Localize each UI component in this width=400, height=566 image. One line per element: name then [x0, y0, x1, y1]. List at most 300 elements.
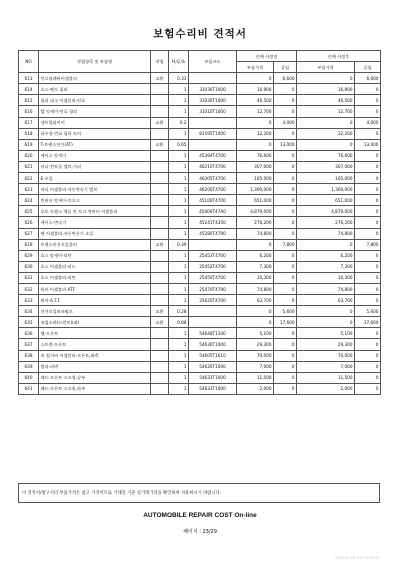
cell-code: [189, 317, 237, 328]
cell-code: 25470T4790: [189, 283, 237, 294]
table-row: [19, 150, 381, 161]
cell-part-price-after: 46,500: [297, 95, 355, 106]
cell-part-price-before: 0: [237, 306, 274, 317]
cell-part-price-before: 7,300: [237, 261, 274, 272]
cell-qty: 0.28: [169, 306, 189, 317]
cell-no: 636: [19, 328, 39, 339]
col-header-code: 부품코드: [189, 51, 237, 73]
cell-labor-before: 0: [274, 361, 297, 372]
cell-code: [189, 239, 237, 250]
cell-work: [151, 272, 169, 283]
cell-no: 617: [19, 117, 39, 128]
cell-work: [151, 217, 169, 228]
cell-no: 616: [19, 106, 39, 117]
table-row: [19, 317, 381, 328]
table-row: [19, 239, 381, 250]
cell-part-price-before: 2,000: [237, 383, 274, 394]
cell-item: 바디-컨트롤 밸브,이퍼: [39, 161, 151, 172]
cell-part-price-before: 63,700: [237, 295, 274, 306]
cell-qty: 1: [169, 106, 189, 117]
cell-qty: 1: [169, 173, 189, 184]
cell-item: 하우징-연료 필러 도어: [39, 128, 151, 139]
cell-work: [151, 195, 169, 206]
cell-qty: 1: [169, 350, 189, 361]
cell-labor-before: 13,000: [274, 139, 297, 150]
cell-part-price-after: 76,600: [297, 150, 355, 161]
table-row: [19, 139, 381, 150]
cell-qty: 1: [169, 250, 189, 261]
cell-item: 쇽업소바(프런트)(좌): [39, 317, 151, 328]
cell-part-price-before: 46,500: [237, 95, 274, 106]
cell-part-price-after: 32,200: [297, 128, 355, 139]
table-row: [19, 283, 381, 294]
cell-qty: 0.65: [169, 139, 189, 150]
cell-labor-after: 0: [355, 283, 381, 294]
cell-code: [189, 139, 237, 150]
cell-part-price-before: 0: [237, 117, 274, 128]
cell-no: 623: [19, 184, 39, 195]
cell-code: 45241T4350: [189, 217, 237, 228]
cell-code: 25452T4700: [189, 261, 237, 272]
cell-labor-before: 4,000: [274, 117, 297, 128]
estimate-table: [18, 50, 381, 395]
cell-qty: 0.39: [169, 239, 189, 250]
cell-no: 628: [19, 239, 39, 250]
cell-work: [151, 206, 169, 217]
cell-labor-before: 0: [274, 272, 297, 283]
cell-item: 오토 트랜스 액슬 및 토크 컨버터 어셈블리: [39, 206, 151, 217]
cell-item: 스트럿-프론트: [39, 339, 151, 350]
cell-qty: 1: [169, 283, 189, 294]
cell-code: 54626T1000: [189, 361, 237, 372]
col-header-part-price-after: 부품가격: [297, 62, 355, 73]
cell-labor-before: 0: [274, 372, 297, 383]
cell-part-price-after: 16,900: [297, 84, 355, 95]
cell-item: 호스 어셈블리-리턴: [39, 272, 151, 283]
cell-part-price-after: 6,200: [297, 250, 355, 261]
cell-labor-after: 0: [355, 84, 381, 95]
cell-labor-after: 13,000: [355, 139, 381, 150]
table-row: [19, 117, 381, 128]
cell-qty: 1: [169, 95, 189, 106]
cell-labor-after: 0: [355, 106, 381, 117]
cell-item: 미션오일보조펌프: [39, 306, 151, 317]
cell-part-price-before: 10,300: [237, 272, 274, 283]
cell-labor-after: 0: [355, 261, 381, 272]
cell-no: 620: [19, 150, 39, 161]
cell-labor-before: 0: [274, 383, 297, 394]
table-body: [19, 73, 381, 395]
cell-labor-before: 0: [274, 84, 297, 95]
cell-no: 626: [19, 217, 39, 228]
table-row: [19, 228, 381, 239]
cell-code: [189, 306, 237, 317]
cell-work: [151, 295, 169, 306]
cell-part-price-after: 11,500: [297, 372, 355, 383]
cell-qty: 1: [169, 261, 189, 272]
cell-work: 교환: [151, 239, 169, 250]
cell-item: E-오일: [39, 173, 151, 184]
cell-qty: 1: [169, 84, 189, 95]
cell-no: 641: [19, 383, 39, 394]
cell-work: [151, 150, 169, 161]
cell-labor-after: 0: [355, 361, 381, 372]
cell-labor-after: 0: [355, 328, 381, 339]
cell-item: 트랜스미션오일쿨러: [39, 239, 151, 250]
cell-work: [151, 161, 169, 172]
cell-work: 교환: [151, 139, 169, 150]
cell-work: [151, 173, 169, 184]
cell-qty: 0.33: [169, 73, 189, 84]
cell-labor-before: 0: [274, 250, 297, 261]
cell-labor-before: 0: [274, 106, 297, 117]
cell-part-price-after: 2,000: [297, 383, 355, 394]
table-row: [19, 339, 381, 350]
cell-work: 교환: [151, 317, 169, 328]
cell-part-price-after: 165,000: [297, 173, 355, 184]
cell-labor-after: 0: [355, 383, 381, 394]
cell-code: 45000T47A0: [189, 206, 237, 217]
cell-qty: 1: [169, 228, 189, 239]
cell-part-price-after: 0: [297, 239, 355, 250]
cell-code: 31036T1000: [189, 84, 237, 95]
cell-item: 튜브 어셈블리-ATF: [39, 283, 151, 294]
cell-no: 631: [19, 272, 39, 283]
cell-part-price-before: 76,600: [237, 150, 274, 161]
table-row: [19, 106, 381, 117]
table-row: [19, 173, 381, 184]
cell-item: 필러 네크 어셈블리-연료: [39, 95, 151, 106]
cell-labor-before: 0: [274, 283, 297, 294]
table-row: [19, 295, 381, 306]
cell-no: 639: [19, 361, 39, 372]
cell-work: [151, 372, 169, 383]
cell-code: 46200T4700: [189, 184, 237, 195]
cell-part-price-before: 1,300,000: [237, 184, 274, 195]
cell-work: [151, 184, 169, 195]
cell-no: 640: [19, 372, 39, 383]
cell-item: 쇽 업서버 어셈블리-프론트,좌측: [39, 350, 151, 361]
cell-no: 637: [19, 339, 39, 350]
cell-labor-before: 5,600: [274, 306, 297, 317]
cell-labor-after: 0: [355, 161, 381, 172]
cell-labor-before: 0: [274, 339, 297, 350]
cell-part-price-before: 74,800: [237, 228, 274, 239]
cell-labor-before: 0: [274, 228, 297, 239]
cell-labor-after: 0: [355, 250, 381, 261]
page-title: 보험수리비 견적서: [153, 28, 247, 40]
cell-no: 634: [19, 306, 39, 317]
cell-labor-before: 0: [274, 206, 297, 217]
cell-qty: 1: [169, 184, 189, 195]
cell-code: 45100T4700: [189, 195, 237, 206]
cell-labor-after: 0: [355, 184, 381, 195]
cell-labor-after: 7,800: [355, 239, 381, 250]
cell-item: 캡-프론트: [39, 328, 151, 339]
table-row: [19, 217, 381, 228]
disclaimer-note: 이 견적서/청구서의 부품가격은 참고 가격이므로 거래일 기준 실거래가격을 확인하여 사용하시기 바랍니다.: [18, 483, 380, 503]
cell-item: 팬 어셈블리-자동변속기 오일: [39, 228, 151, 239]
cell-item: 케이스-변속기: [39, 217, 151, 228]
cell-labor-after: 0: [355, 217, 381, 228]
table-row: [19, 95, 381, 106]
cell-code: 45394T4700: [189, 150, 237, 161]
cell-part-price-before: 5,100: [237, 328, 274, 339]
table-row: [19, 383, 381, 394]
cell-labor-after: 17,600: [355, 317, 381, 328]
cell-qty: 1: [169, 195, 189, 206]
cell-labor-before: 0: [274, 195, 297, 206]
cell-qty: 1: [169, 150, 189, 161]
cell-code: 45280T4790: [189, 228, 237, 239]
cell-code: 54633T1000: [189, 372, 237, 383]
cell-qty: 1: [169, 383, 189, 394]
cell-part-price-before: 11,500: [237, 372, 274, 383]
col-header-no: NO: [19, 51, 39, 73]
cell-work: [151, 350, 169, 361]
cell-part-price-after: 0: [297, 317, 355, 328]
cell-part-price-before: 0: [237, 73, 274, 84]
cell-no: 635: [19, 317, 39, 328]
cell-part-price-before: 165,000: [237, 173, 274, 184]
col-group-before: 손해 사정전: [237, 51, 297, 62]
cell-code: 54648T1100: [189, 328, 237, 339]
cell-item: 범퍼-러버: [39, 361, 151, 372]
cell-part-price-before: 0: [237, 239, 274, 250]
cell-part-price-after: 0: [297, 139, 355, 150]
cell-part-price-before: 0: [237, 139, 274, 150]
table-row: [19, 372, 381, 383]
table-row: [19, 206, 381, 217]
cell-code: 25620T4700: [189, 295, 237, 306]
cell-part-price-before: 29,300: [237, 339, 274, 350]
cell-no: 632: [19, 283, 39, 294]
cell-work: [151, 339, 169, 350]
cell-part-price-after: 5,100: [297, 328, 355, 339]
cell-labor-before: 0: [274, 95, 297, 106]
cell-labor-after: 0: [355, 272, 381, 283]
cell-part-price-after: 74,800: [297, 283, 355, 294]
table-row: [19, 328, 381, 339]
cell-labor-after: 0: [355, 173, 381, 184]
table-row: [19, 184, 381, 195]
cell-work: [151, 261, 169, 272]
cell-no: 614: [19, 84, 39, 95]
cell-code: 31030T1000: [189, 95, 237, 106]
table-row: [19, 272, 381, 283]
cell-work: [151, 283, 169, 294]
cell-labor-before: 0: [274, 217, 297, 228]
cell-qty: 1: [169, 272, 189, 283]
cell-labor-after: 0: [355, 195, 381, 206]
cell-no: 615: [19, 95, 39, 106]
table-row: [19, 161, 381, 172]
cell-labor-before: 0: [274, 295, 297, 306]
cell-part-price-after: 70,000: [297, 350, 355, 361]
cell-labor-after: 6,600: [355, 73, 381, 84]
cell-item: T-트랜스미션(AT): [39, 139, 151, 150]
cell-labor-after: 0: [355, 372, 381, 383]
cell-labor-after: 0: [355, 350, 381, 361]
cell-no: 621: [19, 161, 39, 172]
cell-part-price-after: 307,000: [297, 161, 355, 172]
cell-item: 센트럴와이어: [39, 117, 151, 128]
cell-labor-before: 0: [274, 350, 297, 361]
cell-part-price-after: 651,000: [297, 195, 355, 206]
cell-work: [151, 383, 169, 394]
cell-labor-before: 0: [274, 328, 297, 339]
table-row: [19, 361, 381, 372]
cell-item: 패드-프론트 스프링,상부: [39, 372, 151, 383]
cell-work: [151, 95, 169, 106]
cell-labor-before: 0: [274, 161, 297, 172]
cell-qty: 1: [169, 328, 189, 339]
col-header-work: 작업: [151, 51, 169, 73]
print-timestamp: 2024-01-05 오후 04:37:17: [334, 556, 380, 560]
cell-labor-after: 5,600: [355, 306, 381, 317]
cell-qty: 0.2: [169, 117, 189, 128]
cell-part-price-before: 651,000: [237, 195, 274, 206]
cell-no: 638: [19, 350, 39, 361]
cell-item: 컨버터 앗세이-토오크: [39, 195, 151, 206]
cell-part-price-after: 10,300: [297, 272, 355, 283]
cell-work: [151, 84, 169, 95]
cell-no: 630: [19, 261, 39, 272]
cell-code: 46305T4700: [189, 173, 237, 184]
cell-labor-before: 7,800: [274, 239, 297, 250]
cell-no: 633: [19, 295, 39, 306]
cell-work: 교환: [151, 73, 169, 84]
cell-part-price-before: 307,000: [237, 161, 274, 172]
cell-no: 629: [19, 250, 39, 261]
cell-no: 613: [19, 73, 39, 84]
cell-item: 캡 잇세이-연료 필러: [39, 106, 151, 117]
cell-item: 호스 앗세이-리턴: [39, 250, 151, 261]
cell-item: 워머-A.T.F: [39, 295, 151, 306]
cell-item: 호스-펜프 필러: [39, 84, 151, 95]
cell-part-price-after: 1,300,000: [297, 184, 355, 195]
cell-part-price-after: 74,800: [297, 228, 355, 239]
page-number: 페이지 : 23/29: [183, 529, 217, 535]
cell-no: 618: [19, 128, 39, 139]
cell-part-price-after: 0: [297, 73, 355, 84]
cell-no: 624: [19, 195, 39, 206]
cell-qty: 0.88: [169, 317, 189, 328]
cell-part-price-after: 4,879,000: [297, 206, 355, 217]
table-row: [19, 261, 381, 272]
cell-item: 케이스 앗세이: [39, 150, 151, 161]
cell-code: 25453T4700: [189, 250, 237, 261]
table-row: [19, 84, 381, 95]
col-header-item: 작업항목 및 부품명: [39, 51, 151, 73]
table-row: [19, 128, 381, 139]
cell-labor-after: 0: [355, 295, 381, 306]
cell-item: 바디 어셈블리-자동변속기 밸브: [39, 184, 151, 195]
cell-item: 언로딩레버어셈블리: [39, 73, 151, 84]
cell-item: 호스 어셈블리-피드: [39, 261, 151, 272]
cell-part-price-before: 74,800: [237, 283, 274, 294]
cell-qty: 1: [169, 128, 189, 139]
cell-part-price-before: 6,200: [237, 250, 274, 261]
cell-code: 54633T1000: [189, 383, 237, 394]
cell-code: 54605T1010: [189, 350, 237, 361]
cell-work: 교환: [151, 306, 169, 317]
cell-labor-after: 0: [355, 128, 381, 139]
col-header-labor-after: 공임: [355, 62, 381, 73]
cell-labor-after: 0: [355, 95, 381, 106]
table-row: [19, 306, 381, 317]
cell-labor-after: 4,000: [355, 117, 381, 128]
cell-qty: 1: [169, 161, 189, 172]
cell-part-price-after: 7,000: [297, 361, 355, 372]
cell-qty: 1: [169, 295, 189, 306]
cell-part-price-before: 4,879,000: [237, 206, 274, 217]
cell-part-price-before: 7,000: [237, 361, 274, 372]
cell-part-price-before: 32,200: [237, 128, 274, 139]
cell-labor-after: 0: [355, 228, 381, 239]
cell-work: [151, 250, 169, 261]
cell-labor-after: 0: [355, 339, 381, 350]
cell-part-price-after: 0: [297, 117, 355, 128]
cell-part-price-before: 16,900: [237, 84, 274, 95]
table-row: [19, 73, 381, 84]
cell-item: 패드-프론트 스프링,하부: [39, 383, 151, 394]
cell-part-price-after: 0: [297, 306, 355, 317]
cell-labor-before: 0: [274, 173, 297, 184]
cell-work: [151, 106, 169, 117]
cell-labor-before: 6,600: [274, 73, 297, 84]
col-group-after: 손해 사정후: [297, 51, 381, 62]
cell-code: 31010T1000: [189, 106, 237, 117]
cell-work: [151, 228, 169, 239]
cell-qty: 1: [169, 206, 189, 217]
cell-part-price-before: 12,700: [237, 106, 274, 117]
cell-part-price-after: 276,200: [297, 217, 355, 228]
table-row: [19, 250, 381, 261]
cell-no: 625: [19, 206, 39, 217]
cell-code: [189, 73, 237, 84]
col-header-labor-before: 공임: [274, 62, 297, 73]
table-row: [19, 195, 381, 206]
cell-qty: 1: [169, 361, 189, 372]
cell-work: [151, 361, 169, 372]
cell-qty: 1: [169, 217, 189, 228]
cell-part-price-after: 7,300: [297, 261, 355, 272]
cell-code: 54630T1000: [189, 339, 237, 350]
footer-brand: AUTOMOBILE REPAIR COST On-line: [143, 512, 257, 519]
cell-labor-before: 17,600: [274, 317, 297, 328]
cell-part-price-after: 12,700: [297, 106, 355, 117]
cell-work: 교환: [151, 117, 169, 128]
cell-labor-before: 0: [274, 128, 297, 139]
cell-part-price-after: 29,300: [297, 339, 355, 350]
cell-qty: 1: [169, 339, 189, 350]
cell-qty: 1: [169, 372, 189, 383]
cell-labor-before: 0: [274, 261, 297, 272]
cell-no: 627: [19, 228, 39, 239]
cell-part-price-after: 63,700: [297, 295, 355, 306]
cell-work: [151, 328, 169, 339]
col-header-part-price-before: 부품가격: [237, 62, 274, 73]
cell-labor-before: 0: [274, 184, 297, 195]
cell-code: [189, 117, 237, 128]
cell-code: 81595T1000: [189, 128, 237, 139]
cell-part-price-before: 0: [237, 317, 274, 328]
col-header-qty: H,Q,%: [169, 51, 189, 73]
cell-labor-after: 0: [355, 206, 381, 217]
cell-code: 46210T4700: [189, 161, 237, 172]
cell-no: 622: [19, 173, 39, 184]
